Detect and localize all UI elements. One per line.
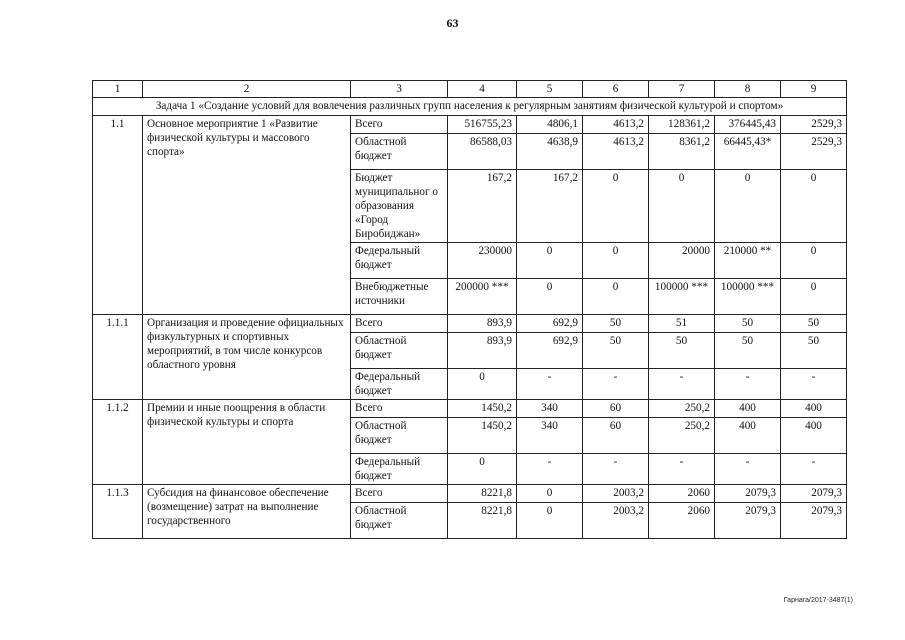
column-number: 8	[715, 81, 781, 98]
column-number: 3	[351, 81, 448, 98]
item-code: 1.1.1	[93, 315, 143, 400]
table-row	[93, 315, 847, 333]
amount-cell: 0	[448, 369, 517, 400]
funding-source: Федеральный бюджет	[351, 454, 448, 485]
amount-cell: 4613,2	[583, 116, 649, 134]
amount-cell: -	[715, 454, 781, 485]
amount-cell: 8221,8	[448, 485, 517, 503]
amount-cell: 2079,3	[715, 503, 781, 539]
amount-cell: 20000	[649, 243, 715, 279]
table-row	[93, 116, 847, 134]
amount-cell: -	[715, 369, 781, 400]
amount-cell: 0	[649, 170, 715, 243]
task-title-row	[93, 98, 847, 116]
amount-cell: 230000	[448, 243, 517, 279]
amount-cell: 340	[517, 418, 583, 454]
amount-cell: 167,2	[517, 170, 583, 243]
column-number: 7	[649, 81, 715, 98]
amount-cell: 0	[781, 243, 847, 279]
amount-cell: 2079,3	[781, 485, 847, 503]
amount-cell: 2003,2	[583, 485, 649, 503]
amount-cell: 2060	[649, 485, 715, 503]
amount-cell: -	[517, 369, 583, 400]
amount-cell: -	[649, 454, 715, 485]
budget-table	[92, 80, 847, 539]
amount-cell: 0	[583, 170, 649, 243]
document-reference: Гарнага/2017-3487(1)	[783, 597, 853, 604]
column-number: 9	[781, 81, 847, 98]
amount-cell: 893,9	[448, 315, 517, 333]
amount-cell: 400	[781, 418, 847, 454]
amount-cell: 50	[583, 315, 649, 333]
amount-cell: -	[517, 454, 583, 485]
table-row	[93, 400, 847, 418]
amount-cell: -	[649, 369, 715, 400]
amount-cell: 66445,43*	[715, 134, 781, 170]
amount-cell: 0	[781, 170, 847, 243]
funding-source: Федеральный бюджет	[351, 243, 448, 279]
amount-cell: 2529,3	[781, 134, 847, 170]
amount-cell: 0	[781, 279, 847, 315]
amount-cell: 692,9	[517, 333, 583, 369]
amount-cell: -	[583, 369, 649, 400]
column-number: 4	[448, 81, 517, 98]
item-name: Премии и иные поощрения в области физической культуры и спорта	[143, 400, 351, 485]
amount-cell: 1450,2	[448, 400, 517, 418]
column-number: 1	[93, 81, 143, 98]
item-name: Основное мероприятие 1 «Развитие физической культуры и массового спорта»	[143, 116, 351, 315]
funding-source: Всего	[351, 485, 448, 503]
amount-cell: 2003,2	[583, 503, 649, 539]
amount-cell: -	[781, 454, 847, 485]
amount-cell: 340	[517, 400, 583, 418]
task-title: Задача 1 «Создание условий для вовлечения различных групп населения к регулярным занятиям физической культурой и спортом»	[93, 98, 847, 116]
budget-table-body	[93, 81, 847, 539]
amount-cell: 0	[517, 485, 583, 503]
column-number: 2	[143, 81, 351, 98]
item-code: 1.1.2	[93, 400, 143, 485]
funding-source: Всего	[351, 400, 448, 418]
amount-cell: 2060	[649, 503, 715, 539]
funding-source: Внебюджетные источники	[351, 279, 448, 315]
funding-source: Областной бюджет	[351, 134, 448, 170]
amount-cell: 0	[583, 279, 649, 315]
funding-source: Всего	[351, 315, 448, 333]
page-number: 63	[446, 16, 459, 30]
column-number: 5	[517, 81, 583, 98]
amount-cell: 692,9	[517, 315, 583, 333]
amount-cell: 4638,9	[517, 134, 583, 170]
amount-cell: 51	[649, 315, 715, 333]
table-row	[93, 485, 847, 503]
amount-cell: 4613,2	[583, 134, 649, 170]
amount-cell: -	[583, 454, 649, 485]
amount-cell: 250,2	[649, 418, 715, 454]
amount-cell: -	[781, 369, 847, 400]
amount-cell: 250,2	[649, 400, 715, 418]
amount-cell: 0	[715, 170, 781, 243]
amount-cell: 100000 ***	[649, 279, 715, 315]
amount-cell: 0	[448, 454, 517, 485]
amount-cell: 8361,2	[649, 134, 715, 170]
amount-cell: 0	[517, 279, 583, 315]
amount-cell: 60	[583, 400, 649, 418]
amount-cell: 2079,3	[781, 503, 847, 539]
amount-cell: 1450,2	[448, 418, 517, 454]
item-name: Организация и проведение официальных физкультурных и спортивных мероприятий, в том числе конкурсов областного уровня	[143, 315, 351, 400]
amount-cell: 50	[781, 315, 847, 333]
funding-source: Областной бюджет	[351, 333, 448, 369]
amount-cell: 128361,2	[649, 116, 715, 134]
amount-cell: 50	[715, 315, 781, 333]
amount-cell: 0	[517, 243, 583, 279]
amount-cell: 376445,43	[715, 116, 781, 134]
item-code: 1.1	[93, 116, 143, 315]
amount-cell: 50	[715, 333, 781, 369]
item-code: 1.1.3	[93, 485, 143, 539]
amount-cell: 50	[583, 333, 649, 369]
amount-cell: 400	[781, 400, 847, 418]
amount-cell: 50	[781, 333, 847, 369]
amount-cell: 893,9	[448, 333, 517, 369]
amount-cell: 2529,3	[781, 116, 847, 134]
item-name: Субсидия на финансовое обеспечение (возмещение) затрат на выполнение государственного	[143, 485, 351, 539]
amount-cell: 400	[715, 400, 781, 418]
amount-cell: 0	[517, 503, 583, 539]
amount-cell: 50	[649, 333, 715, 369]
funding-source: Федеральный бюджет	[351, 369, 448, 400]
column-number: 6	[583, 81, 649, 98]
amount-cell: 0	[583, 243, 649, 279]
amount-cell: 60	[583, 418, 649, 454]
amount-cell: 100000 ***	[715, 279, 781, 315]
amount-cell: 2079,3	[715, 485, 781, 503]
funding-source: Бюджет муниципальног о образования «Город Биробиджан»	[351, 170, 448, 243]
amount-cell: 8221,8	[448, 503, 517, 539]
amount-cell: 516755,23	[448, 116, 517, 134]
funding-source: Всего	[351, 116, 448, 134]
amount-cell: 210000 **	[715, 243, 781, 279]
amount-cell: 200000 ***	[448, 279, 517, 315]
amount-cell: 4806,1	[517, 116, 583, 134]
amount-cell: 400	[715, 418, 781, 454]
funding-source: Областной бюджет	[351, 418, 448, 454]
amount-cell: 167,2	[448, 170, 517, 243]
column-number-row	[93, 81, 847, 98]
amount-cell: 86588,03	[448, 134, 517, 170]
funding-source: Областной бюджет	[351, 503, 448, 539]
